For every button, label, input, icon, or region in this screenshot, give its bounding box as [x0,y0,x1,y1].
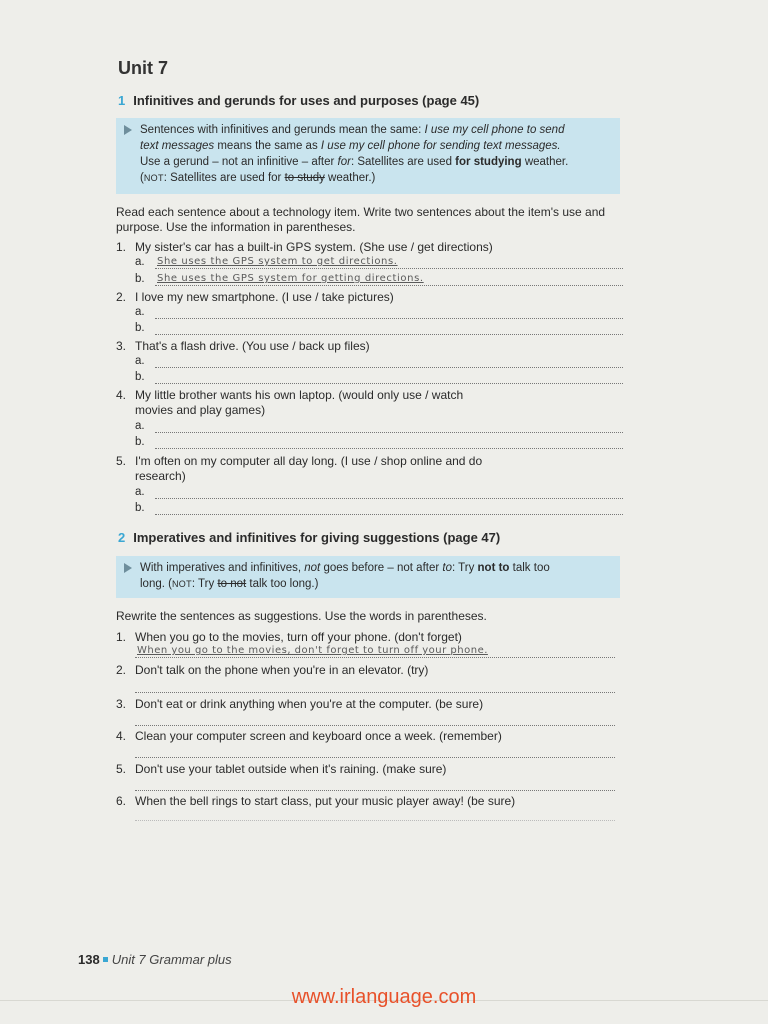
s1-q2-answer-b[interactable]: b. [135,322,623,337]
section1-heading [118,93,479,108]
s2-q5-answer[interactable] [135,778,615,793]
section2-grammar-note: With imperatives and infinitives, not goes before – not after to: Try not to talk too long. (NOT: Try to not talk too long.) [116,556,620,598]
s1-question-1: 1. My sister's car has a built-in GPS system. (She use / get directions) [116,240,493,254]
s1-q3-answer-a[interactable]: a. [135,355,623,370]
section2-number: 2 [118,530,126,545]
footer-title: Unit 7 Grammar plus [111,952,232,967]
square-bullet-icon [103,957,108,962]
s2-question-6: 6. When the bell rings to start class, put your music player away! (be sure) [116,794,516,808]
section1-instructions: Read each sentence about a technology item. Write two sentences about the item's use and purpose. Use the information in parentheses. [116,205,606,234]
section2-title: Imperatives and infinitives for giving suggestions (page 47) [133,530,501,545]
section1-title: Infinitives and gerunds for uses and purposes (page 45) [133,93,480,108]
s1-q5-answer-a[interactable]: a. [135,486,623,501]
s1-q3-answer-b[interactable]: b. [135,371,623,386]
website-watermark[interactable]: www.irlanguage.com [291,986,477,1008]
section1-number: 1 [118,93,126,108]
s2-question-3: 3. Don't eat or drink anything when you're at the computer. (be sure) [116,697,484,711]
page-footer [78,952,232,967]
section2-instructions: Rewrite the sentences as suggestions. Use the words in parentheses. [116,609,487,623]
s1-q4-answer-b[interactable]: b. [135,436,623,451]
s2-q3-answer[interactable] [135,713,615,728]
s1-q5-answer-b[interactable]: b. [135,502,623,517]
note-arrow-icon [124,125,132,135]
s2-q4-answer[interactable] [135,745,615,760]
page-number: 138 [78,952,100,967]
s1-q4-answer-a[interactable]: a. [135,420,623,435]
s2-question-5: 5. Don't use your tablet outside when it's raining. (make sure) [116,762,447,776]
s2-q1-answer[interactable]: When you go to the movies, don't forget to turn off your phone. [135,645,615,660]
s1-question-5: 5. I'm often on my computer all day long. (I use / shop online and do research) [116,454,483,483]
s2-q6-answer[interactable] [135,808,615,823]
s1-q1-answer-b[interactable]: b. She uses the GPS system for getting directions. [135,273,623,288]
s2-q2-answer[interactable] [135,680,615,695]
s1-question-4: 4. My little brother wants his own laptop. (would only use / watch movies and play games) [116,388,464,417]
unit-title: Unit 7 [118,58,169,78]
section2-heading [118,530,500,545]
s2-question-1: 1. When you go to the movies, turn off your phone. (don't forget) [116,630,462,644]
s2-question-2: 2. Don't talk on the phone when you're in an elevator. (try) [116,663,429,677]
s1-question-2: 2. I love my new smartphone. (I use / take pictures) [116,290,394,304]
s1-q2-answer-a[interactable]: a. [135,306,623,321]
s1-question-3: 3. That's a flash drive. (You use / back up files) [116,339,370,353]
s2-question-4: 4. Clean your computer screen and keyboard once a week. (remember) [116,729,502,743]
section1-grammar-note: Sentences with infinitives and gerunds mean the same: I use my cell phone to send text messages means the same as I use my cell phone for sending text messages. Use a gerund – not an infinitive – after for: Satellites are used for studying weather. (NOT: Satellites are used for to study weather.) [116,118,620,194]
note-arrow-icon [124,563,132,573]
s1-q1-answer-a[interactable]: a. She uses the GPS system to get directions. [135,256,623,271]
